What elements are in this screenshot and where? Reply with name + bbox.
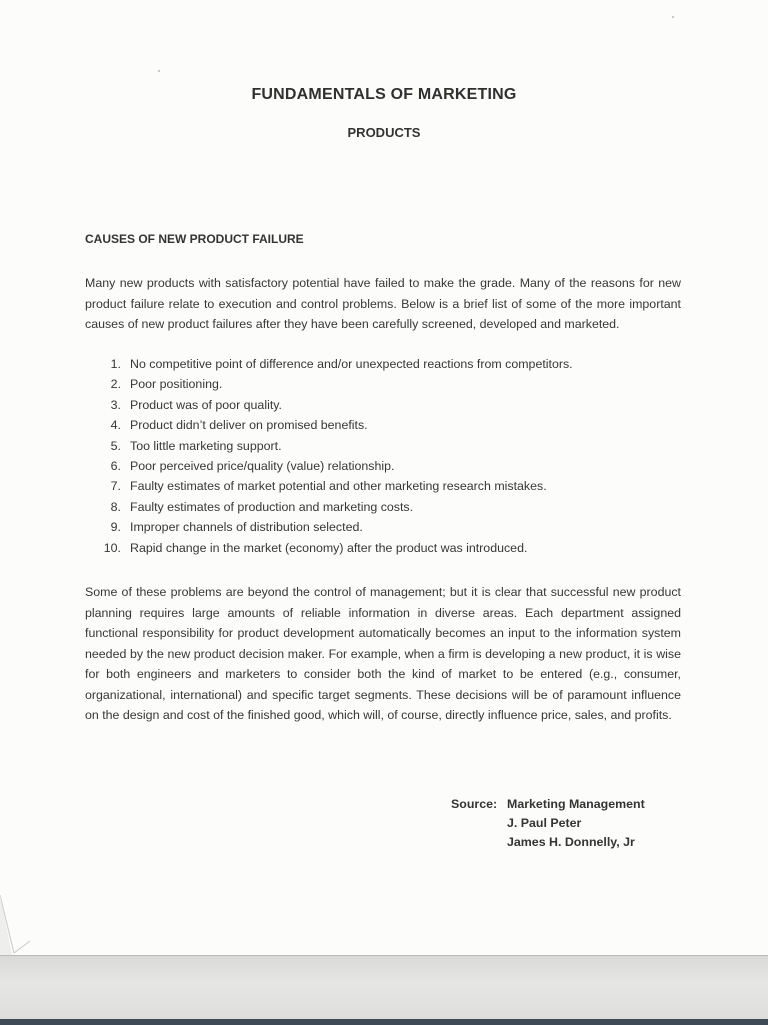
source-title: Marketing Management (507, 797, 645, 811)
list-item-number: 7. (110, 479, 121, 494)
paper-fold-mark (0, 895, 40, 955)
source-citation (451, 795, 645, 852)
list-item (85, 497, 685, 517)
list-item (85, 436, 685, 456)
list-item (85, 538, 685, 558)
scan-speck (158, 70, 160, 72)
scan-speck (672, 16, 674, 18)
source-details (507, 795, 645, 852)
document-subtitle: PRODUCTS (347, 125, 421, 140)
list-item (85, 517, 685, 537)
list-item-text: Poor perceived price/quality (value) relationship. (130, 459, 395, 474)
list-item-text: Faulty estimates of production and marketing costs. (130, 499, 414, 514)
source-author: James H. Donnelly, Jr (507, 835, 635, 849)
list-item-number: 9. (110, 520, 121, 535)
list-item-number: 6. (110, 459, 121, 474)
list-item-number: 3. (110, 397, 121, 412)
list-item-text: Improper channels of distribution selected. (130, 520, 363, 535)
list-item-text: Poor positioning. (130, 377, 223, 392)
closing-paragraph: Some of these problems are beyond the control of management; but it is clear that successful new product planning requires large amounts of reliable information in diverse areas. Each department assigned functional responsibility for product development automatically becomes an input to the information system needed by the new product decision maker. For example, when a firm is developing a new product, it is wise for both engineers and marketers to consider both the kind of market to be entered (e.g., consumer, organizational, international) and specific target segments. These decisions will be of paramount influence on the design and cost of the finished good, which will, of course, directly influence price, sales, and profits. (85, 585, 681, 723)
list-item (85, 415, 685, 435)
source-label: Source: (451, 797, 498, 811)
list-item (85, 476, 685, 496)
list-item-text: No competitive point of difference and/or unexpected reactions from competitors. (130, 357, 573, 371)
list-item (85, 374, 685, 394)
scanner-edge (0, 1019, 768, 1025)
list-item-text: Too little marketing support. (130, 438, 282, 453)
list-item-text: Faulty estimates of market potential and other marketing research mistakes. (130, 479, 547, 494)
source-block (451, 795, 645, 852)
list-item-text: Product didn’t deliver on promised benefits. (130, 418, 368, 433)
list-item-number: 1. (110, 357, 121, 371)
list-item-number: 5. (110, 438, 121, 453)
list-item-number: 10. (103, 540, 121, 555)
scanner-bed (0, 955, 768, 1025)
list-item (85, 395, 685, 415)
intro-paragraph: Many new products with satisfactory potential have failed to make the grade. Many of the reasons for new product failure relate to execution and control problems. Below is a brief list of some of the more important causes of new product failures after they have been carefully screened, developed and marketed. (85, 276, 681, 332)
list-item-text: Rapid change in the market (economy) after the product was introduced. (130, 540, 528, 555)
list-item-number: 8. (110, 499, 121, 514)
source-author: J. Paul Peter (507, 816, 582, 830)
list-item-number: 4. (110, 418, 121, 433)
list-item (85, 456, 685, 476)
causes-list (85, 354, 685, 558)
section-heading: CAUSES OF NEW PRODUCT FAILURE (85, 232, 304, 246)
list-item (85, 354, 685, 374)
document-title: FUNDAMENTALS OF MARKETING (251, 86, 517, 103)
list-item-text: Product was of poor quality. (130, 397, 282, 412)
list-item-number: 2. (110, 377, 121, 392)
